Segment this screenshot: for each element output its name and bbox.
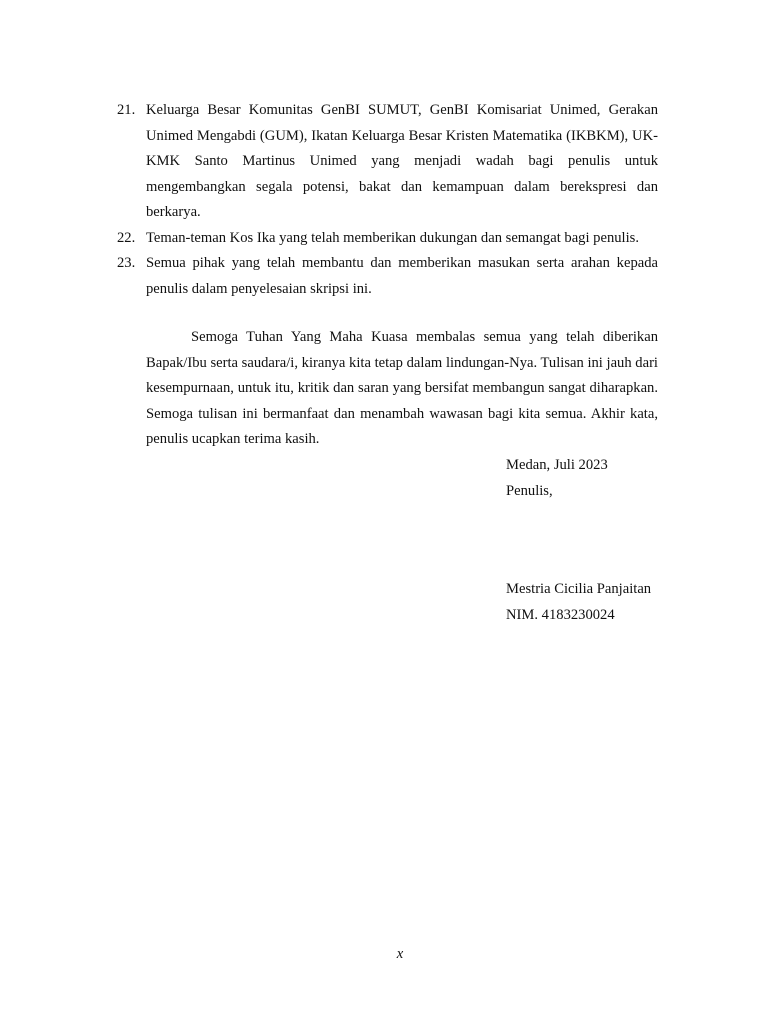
- list-item-text: Semua pihak yang telah membantu dan memberikan masukan serta arahan kepada penulis dalam penyelesaian skripsi ini.: [146, 255, 658, 297]
- list-item-number: 22.: [117, 229, 136, 246]
- signature-footer: [506, 577, 676, 628]
- signature-role: Penulis,: [506, 482, 553, 499]
- list-item-text: Keluarga Besar Komunitas GenBI SUMUT, GenBI Komisariat Unimed, Gerakan Unimed Mengabdi (GUM), Ikatan Keluarga Besar Kristen Matematika (IKBKM), UK-KMK Santo Martinus Unimed yang menjadi wadah bagi penulis untuk mengembangkan segala potensi, bakat dan kemampuan dalam berekspresi dan berkarya.: [146, 102, 658, 220]
- list-item-number: 23.: [117, 255, 136, 271]
- signature-nim: NIM. 4183230024: [506, 606, 615, 623]
- list-item: [117, 98, 658, 226]
- acknowledgement-list: [117, 98, 658, 302]
- list-item-text: Teman-teman Kos Ika yang telah memberikan dukungan dan semangat bagi penulis.: [146, 229, 639, 246]
- page-number: x: [396, 946, 404, 962]
- list-item: [117, 251, 658, 302]
- list-item: [117, 226, 658, 252]
- list-item-number: 21.: [117, 102, 136, 118]
- signature-name: Mestria Cicilia Panjaitan: [506, 581, 652, 597]
- closing-paragraph: Semoga Tuhan Yang Maha Kuasa membalas semua yang telah diberikan Bapak/Ibu serta saudara/i, kiranya kita tetap dalam lindungan-Nya. Tulisan ini jauh dari kesempurnaan, untuk itu, kritik dan saran yang bersifat membangun sangat diharapkan. Semoga tulisan ini bermanfaat dan menambah wawasan bagi kita semua. Akhir kata, penulis ucapkan terima kasih.: [146, 329, 658, 447]
- signature-header: [506, 453, 676, 504]
- signature-place-date: Medan, Juli 2023: [506, 457, 608, 473]
